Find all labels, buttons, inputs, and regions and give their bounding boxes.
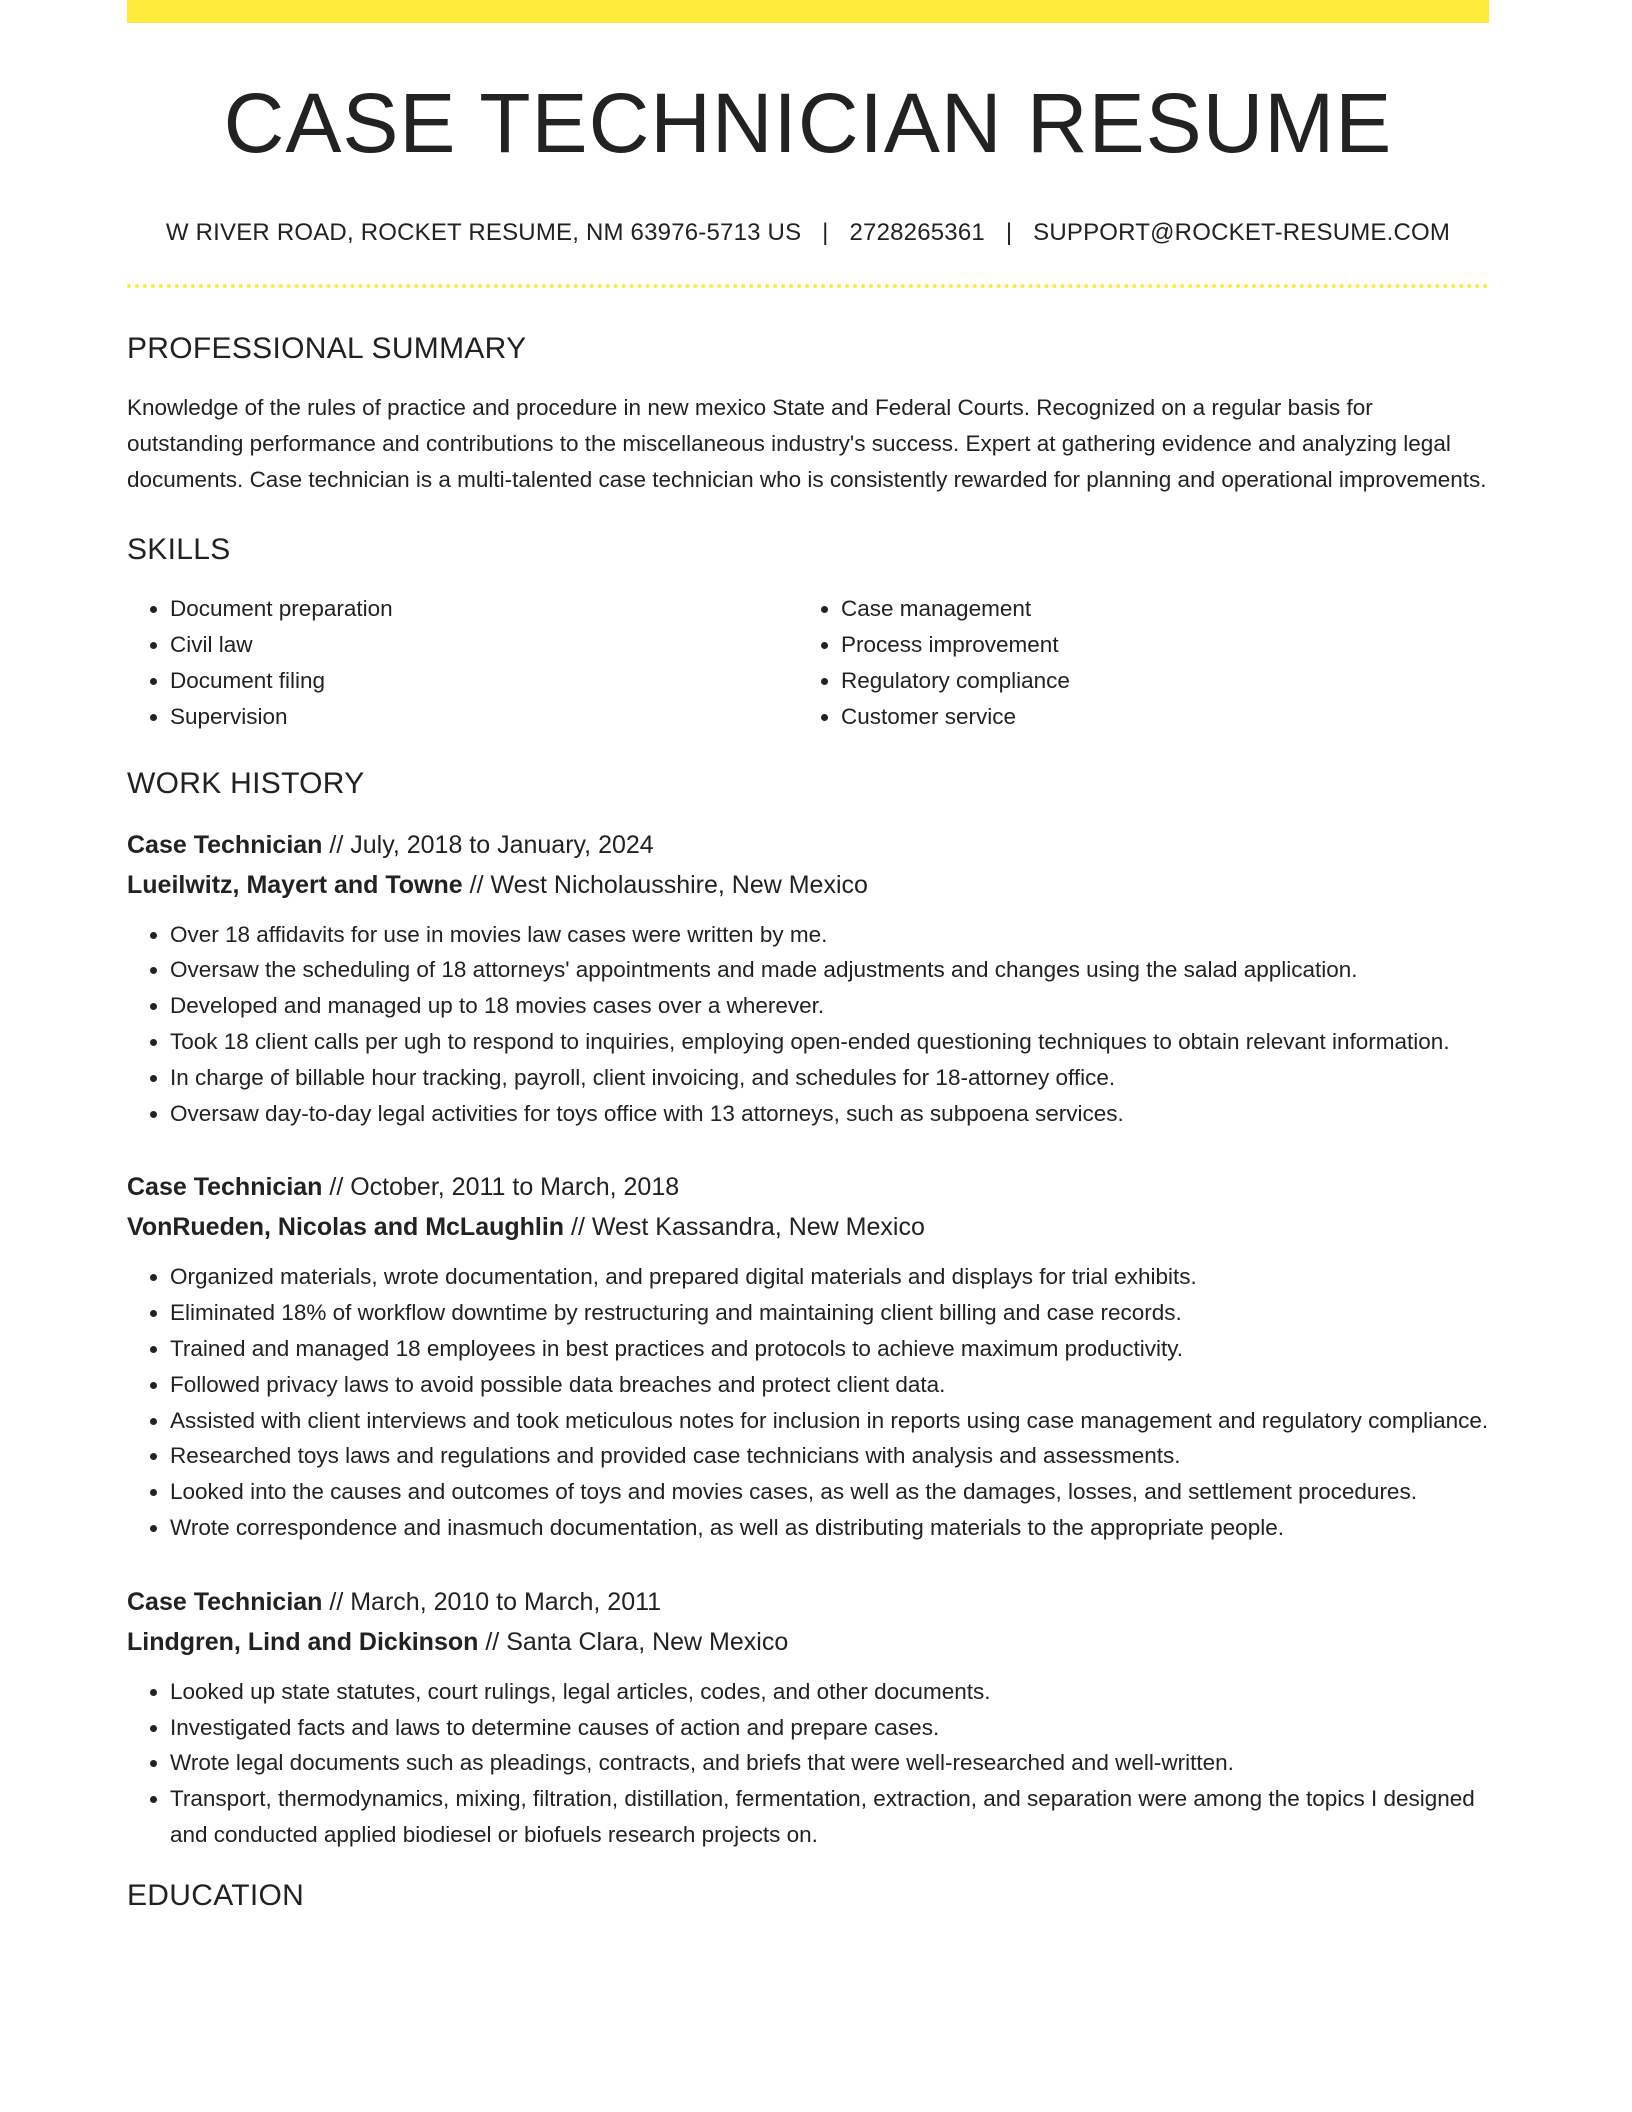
job-entry [127, 1582, 1489, 1853]
skill-item: • Case management [841, 591, 1469, 627]
job-bullets [127, 917, 1489, 1132]
job-company-line [127, 1622, 1489, 1662]
job-role-line [127, 1582, 1489, 1622]
contact-line [127, 219, 1489, 247]
summary-text: Knowledge of the rules of practice and procedure in new mexico State and Federal Courts. Recognized on a regular basis for outstanding performance and contributions to the miscellaneous industry's success. Expert at gathering evidence and analyzing legal documents. Case technician is a multi-talented case technician who is consistently rewarded for planning and operational improvements. [127, 395, 1487, 492]
job-dates: // March, 2010 to March, 2011 [322, 1587, 662, 1616]
job-bullet: • Assisted with client interviews and took meticulous notes for inclusion in reports using case management and regulatory compliance. [170, 1403, 1489, 1439]
resume-page [127, 0, 1489, 1913]
contact-address: W RIVER ROAD, ROCKET RESUME, NM 63976-5713 US [165, 219, 802, 246]
job-bullet: • Eliminated 18% of workflow downtime by restructuring and maintaining client billing and case records. [170, 1295, 1489, 1331]
section-title-summary: PROFESSIONAL SUMMARY [127, 332, 527, 365]
job-bullet: • In charge of billable hour tracking, payroll, client invoicing, and schedules for 18-attorney office. [170, 1060, 1489, 1096]
skills-list [127, 591, 1489, 734]
section-title-work-history: WORK HISTORY [127, 766, 365, 800]
job-bullet: • Transport, thermodynamics, mixing, filtration, distillation, fermentation, extraction, and separation were among the topics I designed and conducted applied biodiesel or biofuels research projects on. [170, 1781, 1489, 1853]
resume-title: CASE TECHNICIAN RESUME [223, 76, 1393, 170]
job-dates: // July, 2018 to January, 2024 [322, 830, 654, 859]
job-bullet: • Over 18 affidavits for use in movies law cases were written by me. [170, 917, 1489, 953]
job-bullet: • Developed and managed up to 18 movies cases over a wherever. [170, 988, 1489, 1024]
skills-column-left [127, 591, 798, 734]
job-bullet: • Wrote legal documents such as pleadings, contracts, and briefs that were well-researched and well-written. [170, 1745, 1489, 1781]
job-entry [127, 1167, 1489, 1545]
skill-item: • Document filing [170, 663, 798, 699]
job-bullet: • Followed privacy laws to avoid possible data breaches and protect client data. [170, 1367, 1489, 1403]
job-bullet: • Wrote correspondence and inasmuch documentation, as well as distributing materials to the appropriate people. [170, 1510, 1489, 1546]
job-role: Case Technician [127, 830, 323, 859]
job-role-line [127, 1167, 1489, 1207]
job-bullet: • Looked up state statutes, court rulings, legal articles, codes, and other documents. [170, 1674, 1489, 1710]
job-company-line [127, 1207, 1489, 1247]
job-role: Case Technician [127, 1173, 323, 1202]
job-bullet: • Looked into the causes and outcomes of toys and movies cases, as well as the damages, losses, and settlement procedures. [170, 1474, 1489, 1510]
job-company: Lindgren, Lind and Dickinson [127, 1627, 479, 1656]
job-bullet: • Oversaw the scheduling of 18 attorneys' appointments and made adjustments and changes using the salad application. [170, 952, 1489, 988]
accent-bar [127, 0, 1489, 23]
skill-item: • Regulatory compliance [841, 663, 1469, 699]
job-location: // West Nicholausshire, New Mexico [462, 870, 868, 899]
job-company: VonRueden, Nicolas and McLaughlin [127, 1213, 565, 1242]
job-location: // Santa Clara, New Mexico [478, 1627, 789, 1656]
skill-item: • Document preparation [170, 591, 798, 627]
job-bullet: • Oversaw day-to-day legal activities for toys office with 13 attorneys, such as subpoena services. [170, 1096, 1489, 1132]
job-bullet: • Investigated facts and laws to determine causes of action and prepare cases. [170, 1710, 1489, 1746]
job-company-line [127, 865, 1489, 905]
contact-separator: | [1005, 219, 1013, 246]
job-bullets [127, 1674, 1489, 1853]
skill-item: • Customer service [841, 699, 1469, 735]
job-role-line [127, 825, 1489, 865]
job-role: Case Technician [127, 1587, 323, 1616]
job-bullet: • Took 18 client calls per ugh to respond to inquiries, employing open-ended questioning techniques to obtain relevant information. [170, 1024, 1489, 1060]
job-bullet: • Trained and managed 18 employees in best practices and protocols to achieve maximum productivity. [170, 1331, 1489, 1367]
contact-phone[interactable]: 2728265361 [849, 219, 985, 246]
section-title-skills: SKILLS [127, 533, 231, 567]
job-company: Lueilwitz, Mayert and Towne [127, 870, 463, 899]
skill-item: • Civil law [170, 627, 798, 663]
section-title-education: EDUCATION [127, 1878, 305, 1912]
job-bullets [127, 1259, 1489, 1545]
job-dates: // October, 2011 to March, 2018 [322, 1173, 680, 1202]
job-location: // West Kassandra, New Mexico [564, 1213, 925, 1242]
skills-column-right [798, 591, 1469, 734]
skill-item: • Process improvement [841, 627, 1469, 663]
job-entry [127, 825, 1489, 1132]
skill-item: • Supervision [170, 699, 798, 735]
job-bullet: • Researched toys laws and regulations and provided case technicians with analysis and assessments. [170, 1438, 1489, 1474]
contact-separator: | [822, 219, 829, 246]
dotted-divider [127, 284, 1489, 288]
contact-email[interactable]: SUPPORT@ROCKET-RESUME.COM [1033, 219, 1451, 246]
job-bullet: • Organized materials, wrote documentation, and prepared digital materials and displays for trial exhibits. [170, 1259, 1489, 1295]
